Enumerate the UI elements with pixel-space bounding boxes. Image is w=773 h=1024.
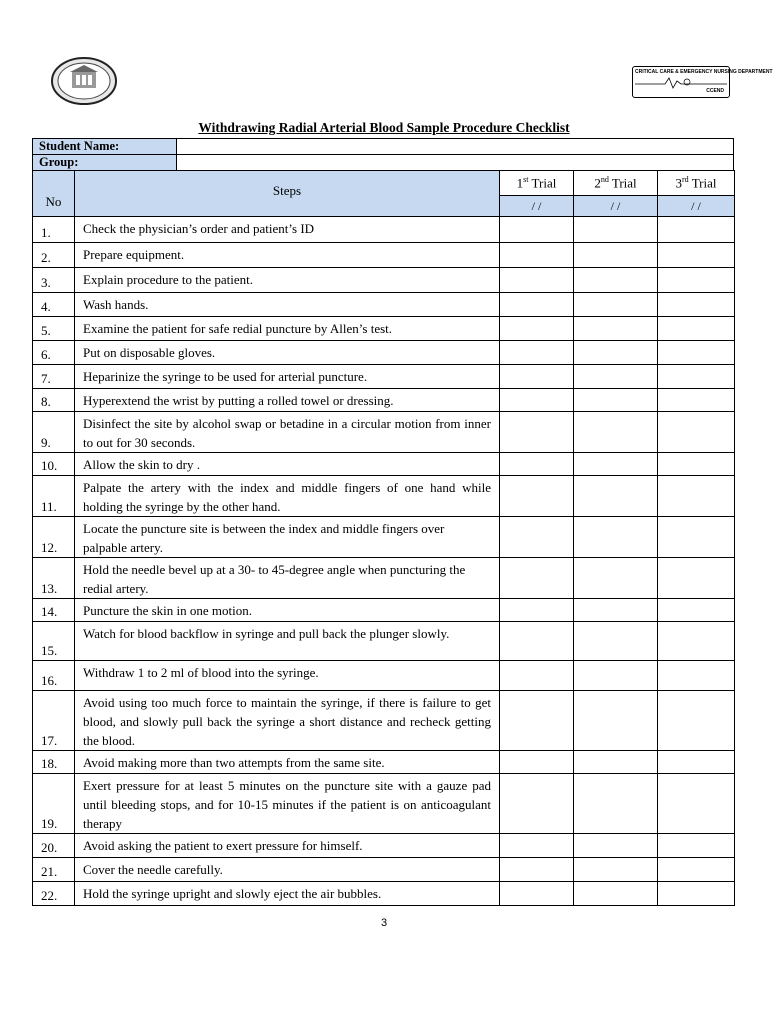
trial-3-checkbox-cell[interactable]: [658, 476, 735, 517]
trial-3-checkbox-cell[interactable]: [658, 293, 735, 317]
student-name-label: Student Name:: [33, 139, 177, 155]
trial-1-checkbox-cell[interactable]: [500, 365, 574, 389]
step-text: Explain procedure to the patient.: [75, 268, 500, 293]
step-number: 17.: [33, 691, 75, 751]
step-text: Withdraw 1 to 2 ml of blood into the syringe.: [75, 661, 500, 691]
trial-1-checkbox-cell[interactable]: [500, 476, 574, 517]
department-logo-abbr: CCEND: [706, 88, 724, 94]
step-text: Allow the skin to dry .: [75, 453, 500, 476]
trial-1-checkbox-cell[interactable]: [500, 517, 574, 558]
trial-2-checkbox-cell[interactable]: [574, 858, 658, 882]
trial-1-checkbox-cell[interactable]: [500, 341, 574, 365]
step-text: Avoid using too much force to maintain the syringe, if there is failure to get blood, and slowly pull back the syringe a short distance and recheck getting the blood.: [75, 691, 500, 751]
trial-1-checkbox-cell[interactable]: [500, 558, 574, 599]
trial-2-date[interactable]: / /: [574, 196, 658, 217]
table-row: [33, 268, 735, 293]
table-row: [33, 558, 735, 599]
trial-3-checkbox-cell[interactable]: [658, 599, 735, 622]
step-number: 20.: [33, 834, 75, 858]
step-number: 16.: [33, 661, 75, 691]
step-text: Examine the patient for safe redial puncture by Allen’s test.: [75, 317, 500, 341]
student-name-field[interactable]: [177, 139, 734, 155]
trial-3-checkbox-cell[interactable]: [658, 317, 735, 341]
trial-1-checkbox-cell[interactable]: [500, 622, 574, 661]
trial-3-date[interactable]: / /: [658, 196, 735, 217]
header-row: [33, 171, 735, 196]
trial-2-checkbox-cell[interactable]: [574, 293, 658, 317]
trial-1-checkbox-cell[interactable]: [500, 834, 574, 858]
step-number: 9.: [33, 412, 75, 453]
step-number: 18.: [33, 751, 75, 774]
trial-3-checkbox-cell[interactable]: [658, 412, 735, 453]
table-row: [33, 412, 735, 453]
step-text: Avoid making more than two attempts from the same site.: [75, 751, 500, 774]
step-number: 4.: [33, 293, 75, 317]
table-row: [33, 834, 735, 858]
page-title: [0, 120, 768, 136]
table-row: [33, 751, 735, 774]
trial-3-checkbox-cell[interactable]: [658, 268, 735, 293]
trial-3-checkbox-cell[interactable]: [658, 341, 735, 365]
step-number: 15.: [33, 622, 75, 661]
trial-3-checkbox-cell[interactable]: [658, 882, 735, 906]
trial-3-checkbox-cell[interactable]: [658, 774, 735, 834]
table-row: [33, 365, 735, 389]
trial-3-checkbox-cell[interactable]: [658, 691, 735, 751]
step-text: Hold the syringe upright and slowly eject the air bubbles.: [75, 882, 500, 906]
trial-1-checkbox-cell[interactable]: [500, 389, 574, 412]
trial-1-checkbox-cell[interactable]: [500, 412, 574, 453]
group-row: [33, 155, 734, 171]
department-logo: [632, 66, 773, 98]
step-text: Avoid asking the patient to exert pressure for himself.: [75, 834, 500, 858]
table-row: [33, 476, 735, 517]
trial-2-checkbox-cell[interactable]: [574, 365, 658, 389]
step-text: Watch for blood backflow in syringe and pull back the plunger slowly.: [75, 622, 500, 661]
trial-3-checkbox-cell[interactable]: [658, 217, 735, 243]
trial-1-checkbox-cell[interactable]: [500, 882, 574, 906]
step-text: Puncture the skin in one motion.: [75, 599, 500, 622]
trial-1-checkbox-cell[interactable]: [500, 453, 574, 476]
step-text: Hold the needle bevel up at a 30- to 45-degree angle when puncturing the redial artery.: [75, 558, 500, 599]
step-text: Hyperextend the wrist by putting a rolled towel or dressing.: [75, 389, 500, 412]
trial-3-checkbox-cell[interactable]: [658, 661, 735, 691]
checklist-table: [32, 170, 735, 906]
trial-3-header: 3rd Trial: [658, 171, 735, 196]
table-row: [33, 858, 735, 882]
table-row: [33, 243, 735, 268]
table-row: [33, 453, 735, 476]
step-text: Put on disposable gloves.: [75, 341, 500, 365]
trial-2-checkbox-cell[interactable]: [574, 476, 658, 517]
student-name-row: [33, 139, 734, 155]
trial-1-checkbox-cell[interactable]: [500, 751, 574, 774]
step-text: Locate the puncture site is between the index and middle fingers over palpable artery.: [75, 517, 500, 558]
step-text: Palpate the artery with the index and middle fingers of one hand while holding the syringe by the other hand.: [75, 476, 500, 517]
step-number: 7.: [33, 365, 75, 389]
table-row: [33, 341, 735, 365]
table-row: [33, 389, 735, 412]
step-number: 19.: [33, 774, 75, 834]
trial-3-checkbox-cell[interactable]: [658, 834, 735, 858]
step-number: 1.: [33, 217, 75, 243]
trial-1-checkbox-cell[interactable]: [500, 691, 574, 751]
trial-1-checkbox-cell[interactable]: [500, 217, 574, 243]
trial-2-checkbox-cell[interactable]: [574, 774, 658, 834]
trial-2-checkbox-cell[interactable]: [574, 751, 658, 774]
trial-3-checkbox-cell[interactable]: [658, 517, 735, 558]
table-row: [33, 622, 735, 661]
page-title-text: Withdrawing Radial Arterial Blood Sample Procedure Checklist: [198, 120, 570, 135]
step-number: 11.: [33, 476, 75, 517]
step-number: 5.: [33, 317, 75, 341]
table-row: [33, 774, 735, 834]
trial-2-checkbox-cell[interactable]: [574, 453, 658, 476]
table-row: [33, 882, 735, 906]
table-row: [33, 217, 735, 243]
trial-3-checkbox-cell[interactable]: [658, 389, 735, 412]
step-number: 22.: [33, 882, 75, 906]
trial-1-checkbox-cell[interactable]: [500, 317, 574, 341]
trial-2-checkbox-cell[interactable]: [574, 691, 658, 751]
table-row: [33, 599, 735, 622]
trial-1-checkbox-cell[interactable]: [500, 293, 574, 317]
trial-2-checkbox-cell[interactable]: [574, 412, 658, 453]
trial-2-checkbox-cell[interactable]: [574, 243, 658, 268]
step-number: 6.: [33, 341, 75, 365]
trial-2-checkbox-cell[interactable]: [574, 599, 658, 622]
step-number: 12.: [33, 517, 75, 558]
step-number: 14.: [33, 599, 75, 622]
step-number: 13.: [33, 558, 75, 599]
trial-1-checkbox-cell[interactable]: [500, 599, 574, 622]
step-number: 2.: [33, 243, 75, 268]
student-info-table: [32, 138, 734, 171]
trial-1-date[interactable]: / /: [500, 196, 574, 217]
trial-2-checkbox-cell[interactable]: [574, 317, 658, 341]
trial-3-checkbox-cell[interactable]: [658, 622, 735, 661]
trial-1-checkbox-cell[interactable]: [500, 858, 574, 882]
trial-2-checkbox-cell[interactable]: [574, 558, 658, 599]
group-field[interactable]: [177, 155, 734, 171]
table-row: [33, 517, 735, 558]
trial-3-checkbox-cell[interactable]: [658, 365, 735, 389]
trial-3-checkbox-cell[interactable]: [658, 243, 735, 268]
trial-3-checkbox-cell[interactable]: [658, 453, 735, 476]
trial-2-checkbox-cell[interactable]: [574, 217, 658, 243]
step-text: Check the physician’s order and patient’s ID: [75, 217, 500, 243]
university-seal-logo: [50, 56, 118, 106]
trial-2-checkbox-cell[interactable]: [574, 389, 658, 412]
trial-2-header: 2nd Trial: [574, 171, 658, 196]
trial-1-checkbox-cell[interactable]: [500, 774, 574, 834]
trial-2-checkbox-cell[interactable]: [574, 517, 658, 558]
trial-1-checkbox-cell[interactable]: [500, 268, 574, 293]
step-text: Exert pressure for at least 5 minutes on the puncture site with a gauze pad until bleeding stops, and for 10-15 minutes if the patient is on anticoagulant therapy: [75, 774, 500, 834]
table-row: [33, 293, 735, 317]
step-number: 8.: [33, 389, 75, 412]
trial-2-checkbox-cell[interactable]: [574, 622, 658, 661]
department-logo-text: CRITICAL CARE & EMERGENCY NURSING DEPARTMENT: [635, 69, 773, 75]
step-number: 10.: [33, 453, 75, 476]
step-text: Prepare equipment.: [75, 243, 500, 268]
trial-3-checkbox-cell[interactable]: [658, 858, 735, 882]
trial-2-checkbox-cell[interactable]: [574, 882, 658, 906]
step-text: Cover the needle carefully.: [75, 858, 500, 882]
table-row: [33, 691, 735, 751]
trial-1-checkbox-cell[interactable]: [500, 661, 574, 691]
step-number: 21.: [33, 858, 75, 882]
step-text: Wash hands.: [75, 293, 500, 317]
checklist-rows: [33, 217, 735, 906]
trial-2-checkbox-cell[interactable]: [574, 341, 658, 365]
trial-3-checkbox-cell[interactable]: [658, 558, 735, 599]
table-row: [33, 317, 735, 341]
no-header: No: [33, 171, 75, 217]
trial-2-checkbox-cell[interactable]: [574, 834, 658, 858]
trial-1-header: 1st Trial: [500, 171, 574, 196]
step-text: Disinfect the site by alcohol swap or betadine in a circular motion from inner to out for 30 seconds.: [75, 412, 500, 453]
trial-1-checkbox-cell[interactable]: [500, 243, 574, 268]
table-row: [33, 661, 735, 691]
group-label: Group:: [33, 155, 177, 171]
trial-2-checkbox-cell[interactable]: [574, 661, 658, 691]
steps-header: Steps: [75, 171, 500, 217]
step-text: Heparinize the syringe to be used for arterial puncture.: [75, 365, 500, 389]
page-number: 3: [380, 917, 388, 929]
step-number: 3.: [33, 268, 75, 293]
trial-3-checkbox-cell[interactable]: [658, 751, 735, 774]
trial-2-checkbox-cell[interactable]: [574, 268, 658, 293]
